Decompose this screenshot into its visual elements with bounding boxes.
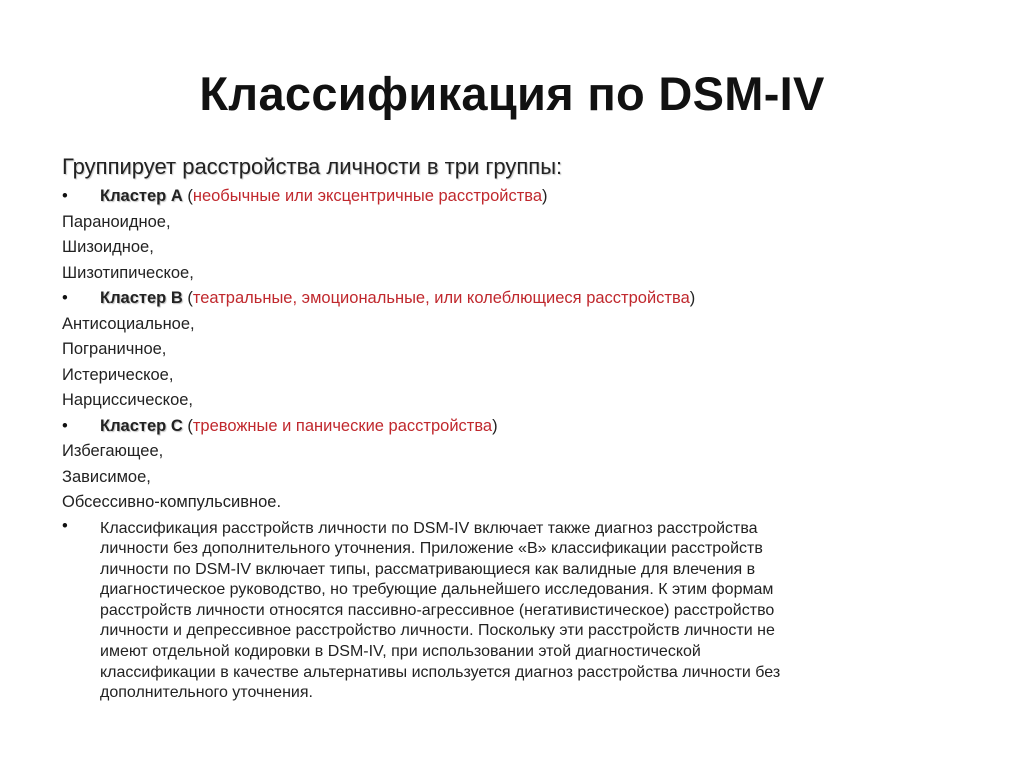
cluster-a-heading: • Кластер А (необычные или эксцентричные расстройства) — [62, 184, 942, 210]
list-item: Избегающее, — [62, 442, 164, 460]
cluster-c-heading: • Кластер С (тревожные и панические расстройства) — [62, 414, 942, 440]
list-item: Истерическое, — [62, 365, 174, 384]
list-item: Шизоидное, — [62, 238, 154, 256]
list-item: Обсессивно-компульсивное. — [62, 493, 282, 511]
cluster-b-name: Кластер В — [100, 289, 183, 307]
list-item: Нарциссическое, — [62, 391, 194, 409]
bullet-icon: • — [62, 289, 68, 307]
intro-text: Группирует расстройства личности в три группы: — [62, 154, 563, 179]
cluster-c-desc: тревожные и панические расстройства — [192, 416, 493, 435]
list-item: Антисоциальное, — [62, 314, 195, 333]
list-item: Параноидное, — [62, 212, 171, 231]
note-paragraph-text: Классификация расстройств личности по DSM-IV включает также диагноз расстройства личности без дополнительного уточнения. Приложение «В» классификации расстройств личности по DSM-IV включает типы, рассматривающиеся как валидные для влечения в диагностическое руководство, но требующие дальнейшего исследования. К этим формам расстройств личности относятся пассивно-агрессивное (негативистическое) расстройство личности и депрессивное расстройство личности. Поскольку эти расстройств личности не имеют отдельной кодировки в DSM-IV, при использовании этой диагностической классификации в качестве альтернативы используется диагноз расстройства личности без дополнительного уточнения. — [100, 519, 781, 702]
bullet-icon: • — [62, 516, 68, 535]
bullet-icon: • — [62, 187, 68, 205]
slide-title: Классификация по DSM-IV — [199, 67, 825, 120]
cluster-a-desc: необычные или эксцентричные расстройства — [192, 187, 543, 205]
list-item: Шизотипическое, — [62, 263, 194, 282]
cluster-b-heading: • Кластер В (театральные, эмоциональные, или колеблющиеся расстройства) — [62, 286, 942, 312]
slide-content — [62, 152, 942, 704]
cluster-a-name: Кластер А — [100, 187, 183, 205]
list-item: Пограничное, — [62, 340, 167, 358]
list-item: Зависимое, — [62, 467, 151, 486]
note-paragraph — [62, 516, 942, 704]
bullet-icon: • — [62, 416, 68, 435]
cluster-b-desc: театральные, эмоциональные, или колеблющиеся расстройства — [192, 289, 690, 307]
cluster-c-name: Кластер С — [100, 416, 183, 435]
